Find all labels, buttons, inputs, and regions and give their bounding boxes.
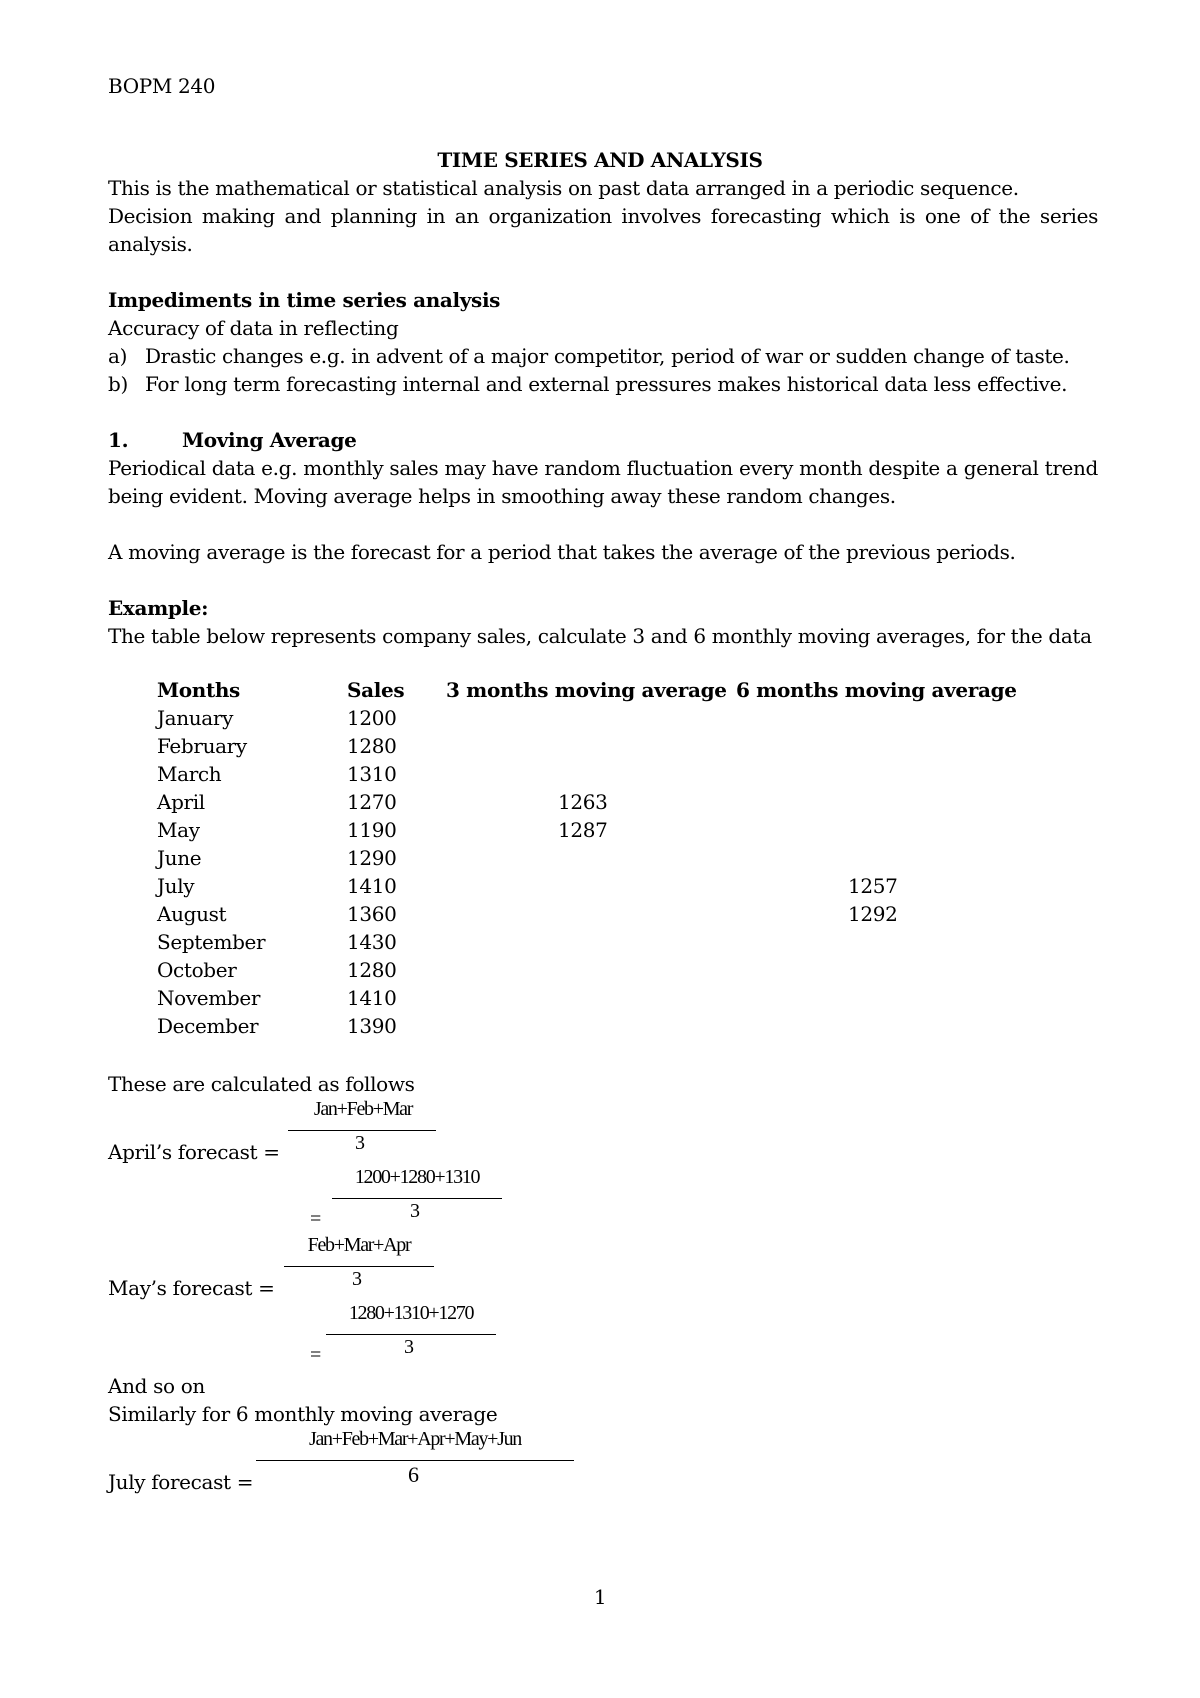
july-numerator: Jan+Feb+Mar+Apr+May+Jun: [308, 1428, 522, 1450]
cell-month: August: [157, 902, 227, 926]
table-row: [0, 984, 1200, 1012]
table-row: [0, 732, 1200, 760]
cell-ma3: 1287: [558, 818, 608, 842]
cell-month: September: [157, 930, 266, 954]
april-values-equals: =: [310, 1208, 322, 1230]
impediment-b-text: For long term forecasting internal and external pressures makes historical data less effective.: [145, 372, 1068, 396]
table-header-ma6: 6 months moving average: [736, 678, 1017, 702]
april-values-numerator: 1200+1280+1310: [354, 1166, 480, 1188]
table-row: [0, 900, 1200, 928]
cell-month: November: [157, 986, 261, 1010]
cell-sales: 1310: [347, 762, 397, 786]
impediment-a-marker: a): [108, 344, 128, 368]
and-so-on: And so on: [108, 1374, 205, 1398]
may-values-numerator: 1280+1310+1270: [348, 1302, 474, 1324]
cell-sales: 1200: [347, 706, 397, 730]
cell-sales: 1360: [347, 902, 397, 926]
cell-sales: 1430: [347, 930, 397, 954]
table-row: [0, 844, 1200, 872]
cell-ma6: 1257: [848, 874, 898, 898]
section-heading: Moving Average: [182, 428, 357, 452]
table-row: [0, 956, 1200, 984]
table-row: [0, 788, 1200, 816]
impediments-lead: Accuracy of data in reflecting: [108, 316, 399, 340]
may-values-equals: =: [310, 1344, 322, 1366]
cell-sales: 1410: [347, 874, 397, 898]
table-row: [0, 760, 1200, 788]
course-code: BOPM 240: [108, 74, 216, 98]
may-values-denominator: 3: [404, 1336, 414, 1358]
cell-sales: 1280: [347, 734, 397, 758]
table-header-sales: Sales: [347, 678, 405, 702]
cell-month: March: [157, 762, 222, 786]
cell-month: February: [157, 734, 247, 758]
cell-ma3: 1263: [558, 790, 608, 814]
cell-month: December: [157, 1014, 259, 1038]
table-row: [0, 704, 1200, 732]
cell-sales: 1410: [347, 986, 397, 1010]
cell-month: May: [157, 818, 200, 842]
april-values-fraction-bar: [332, 1198, 502, 1199]
cell-sales: 1270: [347, 790, 397, 814]
cell-month: January: [157, 706, 234, 730]
cell-sales: 1390: [347, 1014, 397, 1038]
table-row: [0, 816, 1200, 844]
cell-month: October: [157, 958, 237, 982]
table-header-ma3: 3 months moving average: [446, 678, 727, 702]
july-forecast-label: July forecast =: [108, 1470, 254, 1494]
april-forecast-label: April’s forecast =: [108, 1140, 280, 1164]
cell-month: June: [157, 846, 202, 870]
cell-ma6: 1292: [848, 902, 898, 926]
page-number: 1: [593, 1585, 607, 1609]
section-paragraph-1: Periodical data e.g. monthly sales may have random fluctuation every month despite a general trend being evident. Moving average helps in smoothing away these random changes.: [108, 456, 1098, 508]
intro-line-1: This is the mathematical or statistical analysis on past data arranged in a periodic sequence.: [108, 176, 1019, 200]
table-row: [0, 872, 1200, 900]
may-numerator: Feb+Mar+Apr: [307, 1234, 411, 1256]
cell-sales: 1190: [347, 818, 397, 842]
section-paragraph-2: A moving average is the forecast for a period that takes the average of the previous periods.: [108, 540, 1016, 564]
cell-sales: 1280: [347, 958, 397, 982]
cell-sales: 1290: [347, 846, 397, 870]
impediment-b-marker: b): [108, 372, 128, 396]
cell-month: April: [157, 790, 205, 814]
table-row: [0, 928, 1200, 956]
may-forecast-label: May’s forecast =: [108, 1276, 275, 1300]
july-fraction-bar: [256, 1460, 574, 1461]
impediment-a-text: Drastic changes e.g. in advent of a major competitor, period of war or sudden change of taste.: [145, 344, 1070, 368]
cell-month: July: [157, 874, 195, 898]
page-title: TIME SERIES AND ANALYSIS: [437, 148, 763, 172]
impediments-heading: Impediments in time series analysis: [108, 288, 501, 312]
table-row: [0, 1012, 1200, 1040]
intro-line-2: Decision making and planning in an organization involves forecasting which is one of the series analysis.: [108, 204, 1098, 256]
table-header-months: Months: [157, 678, 240, 702]
april-numerator: Jan+Feb+Mar: [313, 1098, 413, 1120]
example-text: The table below represents company sales, calculate 3 and 6 monthly moving averages, for the data: [108, 624, 1092, 648]
april-fraction-bar: [288, 1130, 436, 1131]
similarly-text: Similarly for 6 monthly moving average: [108, 1402, 498, 1426]
calc-intro: These are calculated as follows: [108, 1072, 415, 1096]
section-number: 1.: [108, 428, 129, 452]
april-denominator: 3: [355, 1132, 365, 1154]
example-heading: Example:: [108, 596, 209, 620]
april-values-denominator: 3: [410, 1200, 420, 1222]
may-values-fraction-bar: [326, 1334, 496, 1335]
may-denominator: 3: [352, 1268, 362, 1290]
july-denominator: 6: [408, 1462, 419, 1487]
may-fraction-bar: [284, 1266, 434, 1267]
